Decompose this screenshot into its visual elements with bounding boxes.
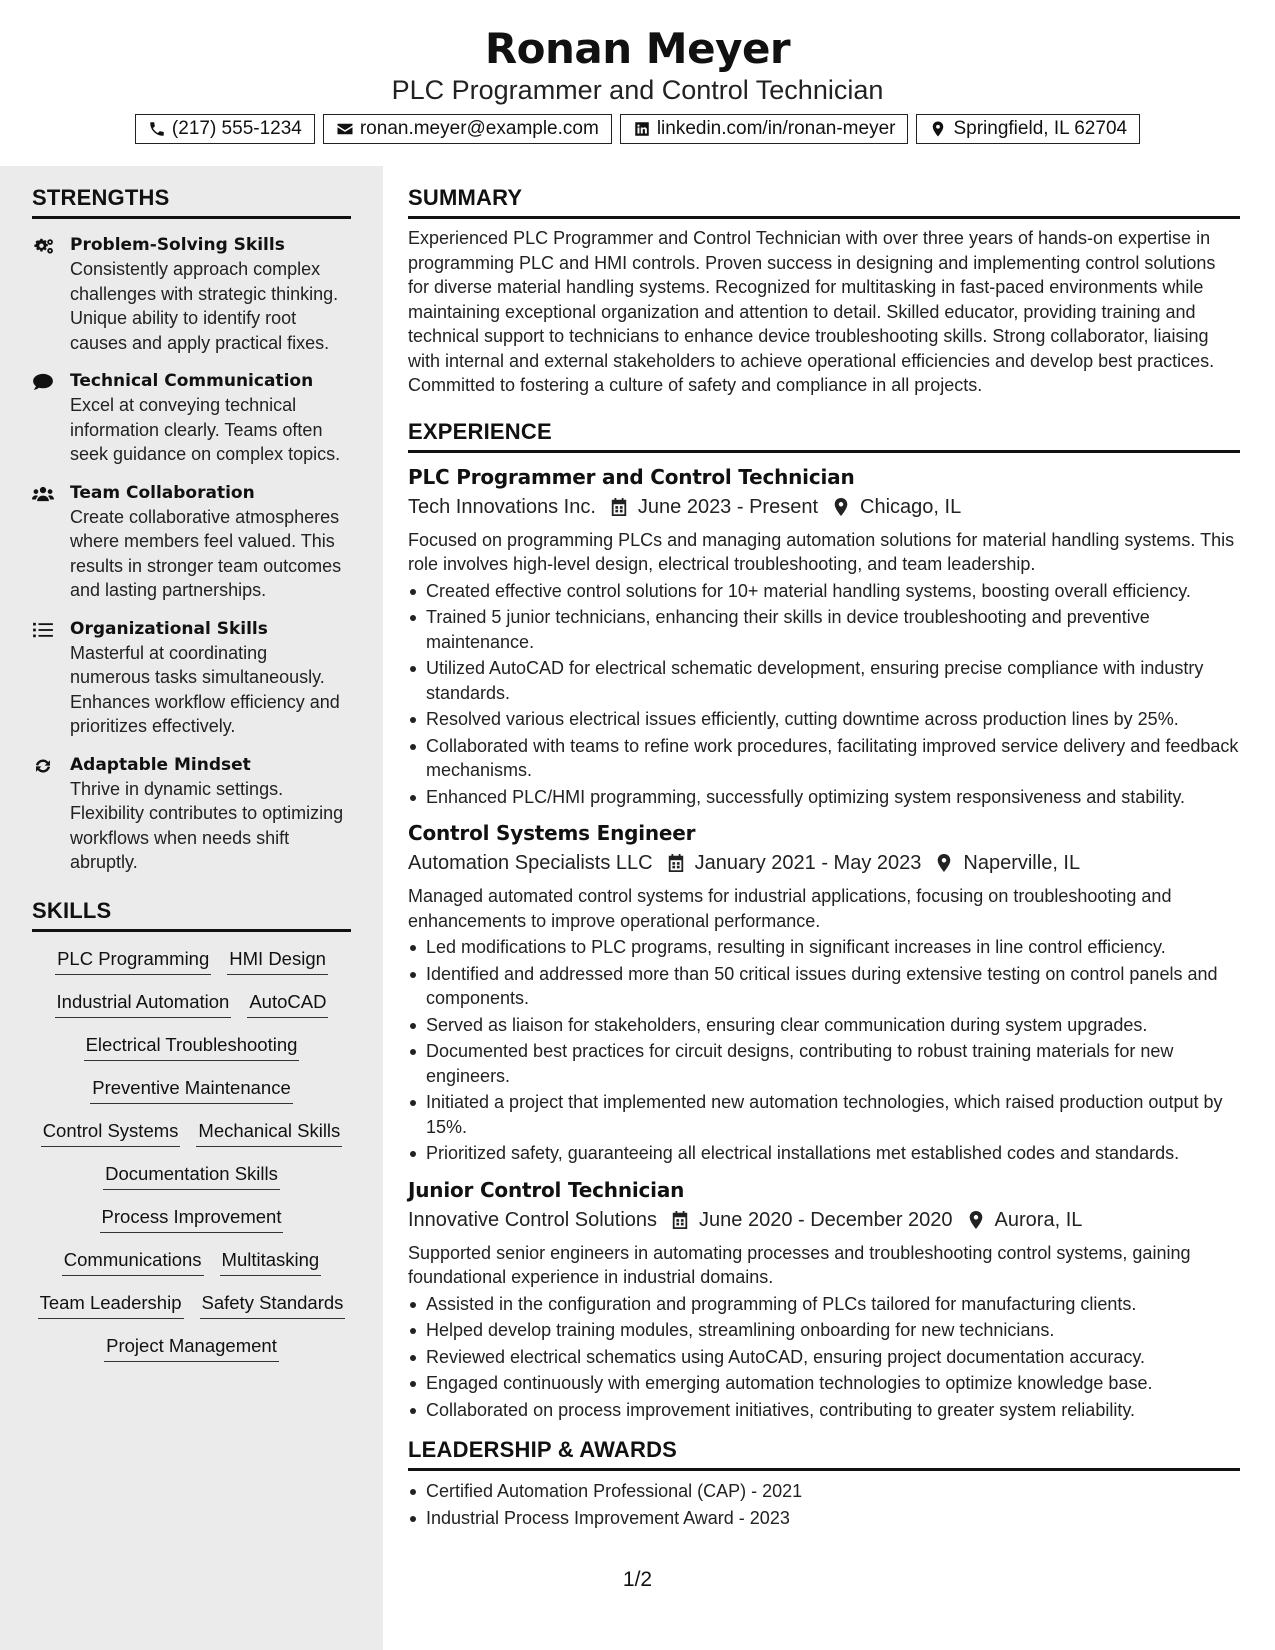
- summary-text: Experienced PLC Programmer and Control Technician with over three years of hands-on expertise in programming PLC and HMI controls. Proven success in designing and implementing control solutions for diverse material handling systems. Recognized for multitasking in fast-paced environments while maintaining exceptional organization and attention to detail. Skilled educator, providing training and technical support to technicians to enhance device troubleshooting skills. Strong collaborator, liaising with internal and external stakeholders to achieve operational efficiencies and develop best practices. Committed to fostering a culture of safety and compliance in all projects.: [408, 228, 1216, 395]
- job-entry: [408, 1176, 1240, 1423]
- map-pin-icon: [967, 1210, 985, 1230]
- comment-icon: [32, 373, 54, 391]
- calendar-icon: [610, 497, 628, 517]
- strength-desc: Masterful at coordinating numerous tasks simultaneously. Enhances workflow efficiency and prioritizes effectively.: [70, 642, 340, 736]
- job-bullets: [408, 579, 1240, 810]
- job-location: Aurora, IL: [994, 1208, 1083, 1231]
- skill-tag: PLC Programming: [55, 946, 211, 975]
- skill-tag: HMI Design: [227, 946, 328, 975]
- job-title: PLC Programmer and Control Technician: [408, 464, 855, 489]
- strength-item: [32, 481, 351, 603]
- job-dates: June 2020 - December 2020: [699, 1208, 953, 1231]
- skill-tag: Electrical Troubleshooting: [84, 1032, 300, 1061]
- skill-tag: Mechanical Skills: [196, 1118, 342, 1147]
- strength-title: Organizational Skills: [70, 618, 268, 639]
- job-meta: [408, 1205, 1240, 1235]
- linkedin-icon: [633, 120, 651, 138]
- candidate-role: PLC Programmer and Control Technician: [391, 75, 884, 105]
- email-text: ronan.meyer@example.com: [359, 118, 599, 139]
- page-number: 1/2: [622, 1568, 653, 1591]
- bullet-item: Assisted in the configuration and programming of PLCs tailored for manufacturing clients.: [408, 1292, 1240, 1317]
- gears-icon: [32, 237, 54, 255]
- bullet-item: Prioritized safety, guaranteeing all electrical installations met established codes and standards.: [408, 1141, 1240, 1166]
- users-icon: [32, 485, 54, 503]
- bullet-item: Created effective control solutions for 10+ material handling systems, boosting overall efficiency.: [408, 579, 1240, 604]
- job-dates: June 2023 - Present: [637, 495, 819, 518]
- map-pin-icon: [935, 853, 953, 873]
- skills-list: [32, 946, 351, 1362]
- bullet-item: Collaborated on process improvement initiatives, contributing to greater system reliability.: [408, 1398, 1240, 1423]
- strength-title: Team Collaboration: [70, 482, 255, 503]
- strength-item: [32, 753, 351, 875]
- skill-tag: Preventive Maintenance: [90, 1075, 292, 1104]
- award-item: Industrial Process Improvement Award - 2023: [408, 1506, 1240, 1531]
- skills-heading: SKILLS: [32, 897, 351, 932]
- strength-desc: Excel at conveying technical information clearly. Teams often seek guidance on complex topics.: [70, 395, 341, 464]
- job-title: Control Systems Engineer: [408, 821, 696, 845]
- map-pin-icon: [832, 497, 850, 517]
- contact-email[interactable]: [323, 114, 612, 144]
- strength-desc: Create collaborative atmospheres where members feel valued. This results in stronger team outcomes and lasting partnerships.: [70, 506, 342, 600]
- job-description: Focused on programming PLCs and managing automation solutions for material handling systems. This role involves high-level design, electrical troubleshooting, and team leadership.: [408, 529, 1235, 574]
- bullet-item: Led modifications to PLC programs, resulting in significant increases in line control efficiency.: [408, 935, 1240, 960]
- linkedin-text: linkedin.com/in/ronan-meyer: [656, 118, 896, 139]
- job-location: Naperville, IL: [963, 852, 1081, 874]
- skill-tag: Safety Standards: [200, 1290, 346, 1319]
- job-dates: January 2021 - May 2023: [694, 852, 922, 874]
- candidate-name: Ronan Meyer: [484, 24, 791, 73]
- skill-tag: Team Leadership: [38, 1290, 184, 1319]
- strength-desc: Consistently approach complex challenges with strategic thinking. Unique ability to identify root causes and apply practical fixes.: [70, 259, 339, 353]
- calendar-icon: [667, 853, 685, 873]
- job-company: Tech Innovations Inc.: [408, 495, 596, 518]
- experience-heading: EXPERIENCE: [408, 418, 1240, 453]
- strengths-heading: STRENGTHS: [32, 184, 351, 219]
- bullet-item: Reviewed electrical schematics using AutoCAD, ensuring project documentation accuracy.: [408, 1345, 1240, 1370]
- calendar-icon: [671, 1210, 689, 1230]
- job-meta: [408, 848, 1240, 878]
- strength-item: [32, 233, 351, 355]
- award-item: Certified Automation Professional (CAP) - 2021: [408, 1479, 1240, 1504]
- bullet-item: Resolved various electrical issues efficiently, cutting downtime across production lines by 25%.: [408, 707, 1240, 732]
- sidebar: [0, 166, 383, 1650]
- job-bullets: [408, 1292, 1240, 1423]
- skill-tag: Control Systems: [41, 1118, 181, 1147]
- strength-title: Technical Communication: [70, 371, 314, 391]
- job-bullets: [408, 935, 1240, 1166]
- strength-desc: Thrive in dynamic settings. Flexibility contributes to optimizing workflows when needs shift abruptly.: [70, 778, 344, 872]
- strength-item: [32, 617, 351, 739]
- bullet-item: Trained 5 junior technicians, enhancing their skills in device troubleshooting and preventive maintenance.: [408, 605, 1240, 654]
- skill-tag: Communications: [62, 1247, 204, 1276]
- strength-title: Problem-Solving Skills: [70, 235, 285, 255]
- map-pin-icon: [929, 120, 947, 138]
- skill-tag: Industrial Automation: [55, 989, 232, 1018]
- strength-item: [32, 369, 351, 467]
- bullet-item: Enhanced PLC/HMI programming, successfully optimizing system responsiveness and stability.: [408, 785, 1240, 810]
- strength-title: Adaptable Mindset: [70, 754, 251, 775]
- leadership-heading: LEADERSHIP & AWARDS: [408, 1436, 1240, 1471]
- job-description: Supported senior engineers in automating processes and troubleshooting control systems, gaining foundational experience in industrial domains.: [408, 1242, 1191, 1287]
- list-icon: [32, 621, 54, 639]
- phone-text: (217) 555-1234: [171, 118, 302, 139]
- bullet-item: Collaborated with teams to refine work procedures, facilitating improved service delivery and feedback mechanisms.: [408, 734, 1240, 783]
- resume-header: [0, 0, 1275, 144]
- bullet-item: Utilized AutoCAD for electrical schematic development, ensuring precise compliance with industry standards.: [408, 656, 1240, 705]
- skill-tag: Multitasking: [220, 1247, 322, 1276]
- awards-list: [408, 1479, 1240, 1530]
- bullet-item: Helped develop training modules, streamlining onboarding for new technicians.: [408, 1318, 1240, 1343]
- location-text: Springfield, IL 62704: [953, 118, 1128, 139]
- bullet-item: Documented best practices for circuit designs, contributing to robust training materials for new engineers.: [408, 1039, 1240, 1088]
- summary-heading: SUMMARY: [408, 184, 1240, 219]
- contact-linkedin[interactable]: [620, 114, 909, 144]
- skill-tag: Documentation Skills: [103, 1161, 280, 1190]
- main-content: [408, 166, 1240, 1532]
- contact-location[interactable]: [916, 114, 1140, 144]
- bullet-item: Initiated a project that implemented new automation technologies, which raised production output by 15%.: [408, 1090, 1240, 1139]
- contact-phone[interactable]: [135, 114, 315, 144]
- job-description: Managed automated control systems for industrial applications, focusing on troubleshooting and enhancements to improve operational performance.: [408, 886, 1172, 931]
- job-entry: [408, 819, 1240, 1166]
- skill-tag: AutoCAD: [247, 989, 328, 1018]
- job-title: Junior Control Technician: [408, 1177, 685, 1202]
- job-company: Automation Specialists LLC: [408, 852, 653, 874]
- envelope-icon: [336, 120, 354, 138]
- skill-tag: Project Management: [104, 1333, 279, 1362]
- sync-icon: [32, 757, 54, 775]
- skill-tag: Process Improvement: [100, 1204, 284, 1233]
- bullet-item: Served as liaison for stakeholders, ensuring clear communication during system upgrades.: [408, 1013, 1240, 1038]
- bullet-item: Identified and addressed more than 50 critical issues during extensive testing on control panels and components.: [408, 962, 1240, 1011]
- job-meta: [408, 492, 1240, 522]
- job-location: Chicago, IL: [860, 495, 962, 518]
- contact-bar: [0, 114, 1275, 144]
- bullet-item: Engaged continuously with emerging automation technologies to optimize knowledge base.: [408, 1371, 1240, 1396]
- phone-icon: [148, 120, 166, 138]
- job-company: Innovative Control Solutions: [408, 1208, 658, 1231]
- job-entry: [408, 463, 1240, 810]
